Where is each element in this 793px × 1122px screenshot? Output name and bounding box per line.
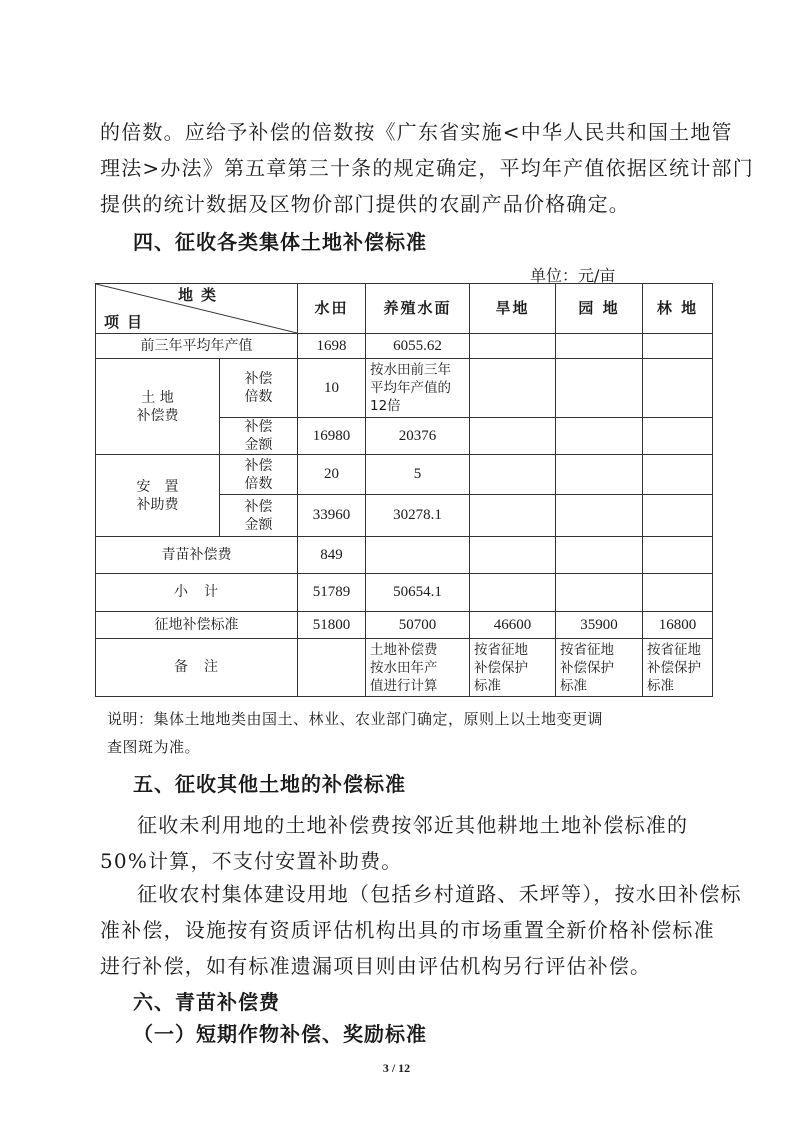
- sub-label: 补偿 金额: [220, 418, 298, 455]
- table-cell: [643, 359, 713, 418]
- table-explanation: [107, 705, 717, 761]
- table-cell: [470, 495, 556, 537]
- paragraph-line: 准补偿，设施按有资质评估机构出具的市场重置全新价格补偿标准: [100, 918, 715, 942]
- header-land-type: 地类: [178, 286, 225, 304]
- paragraph-line: 征收农村集体建设用地（包括乡村道路、禾坪等），按水田补偿标: [137, 882, 742, 906]
- table-cell: [556, 359, 643, 418]
- table-row-standard: [96, 612, 713, 639]
- table-cell: 16980: [298, 418, 366, 455]
- row-label: 青苗补偿费: [96, 537, 298, 574]
- paragraph-line: 50%计算，不支付安置补助费。: [100, 849, 403, 873]
- table-cell: 6055.62: [366, 334, 470, 359]
- table-header-corner: [96, 284, 298, 334]
- table-cell-multiline: 土地补偿费 按水田年产 值进行计算: [366, 639, 470, 697]
- table-row-land-multiple: [96, 359, 713, 418]
- section-6-subsection-1: （一）短期作物补偿、奖励标准: [133, 1022, 427, 1046]
- sub-label: 补偿 倍数: [220, 359, 298, 418]
- table-cell: 35900: [556, 612, 643, 639]
- table-cell-multiline: 按省征地 补偿保护 标准: [470, 639, 556, 697]
- table-cell: [470, 418, 556, 455]
- table-cell: 20: [298, 455, 366, 495]
- row-label: 备 注: [96, 639, 298, 697]
- table-cell: [470, 455, 556, 495]
- row-label: 前三年平均年产值: [96, 334, 298, 359]
- table-cell: [643, 455, 713, 495]
- intro-line: 理法>办法》第五章第三十条的规定确定，平均年产值依据区统计部门: [100, 156, 754, 180]
- col-header-dryland: 旱地: [470, 284, 556, 334]
- col-header-aquaculture: 养殖水面: [366, 284, 470, 334]
- table-cell: [643, 574, 713, 612]
- table-cell: 33960: [298, 495, 366, 537]
- section-5-paragraph-1-cont: [100, 843, 715, 879]
- table-cell-multiline: 按省征地 补偿保护 标准: [556, 639, 643, 697]
- table-cell: 20376: [366, 418, 470, 455]
- table-cell: [556, 334, 643, 359]
- section-5-paragraph-1: [137, 807, 717, 843]
- table-cell: [643, 418, 713, 455]
- paragraph-line: 征收未利用地的土地补偿费按邻近其他耕地土地补偿标准的: [137, 813, 689, 837]
- table-cell: 5: [366, 455, 470, 495]
- page-number: 3 / 12: [382, 1061, 411, 1075]
- col-header-garden: 园 地: [556, 284, 643, 334]
- table-cell: [366, 537, 470, 574]
- table-cell: [470, 574, 556, 612]
- table-cell: [556, 574, 643, 612]
- sub-label: 补偿 倍数: [220, 455, 298, 495]
- table-cell: [470, 359, 556, 418]
- table-cell: [556, 537, 643, 574]
- explanation-line: 说明：集体土地地类由国土、林业、农业部门确定，原则上以土地变更调: [107, 710, 604, 728]
- explanation-line: 查图斑为准。: [107, 738, 201, 756]
- table-cell: 51800: [298, 612, 366, 639]
- table-cell-multiline: 按水田前三年 平均年产值的 12倍: [366, 359, 470, 418]
- table-row-resettle-multiple: [96, 455, 713, 495]
- section-5-title: 五、征收其他土地的补偿标准: [133, 772, 406, 796]
- table-cell: [556, 495, 643, 537]
- table-cell: 51789: [298, 574, 366, 612]
- table-cell: 849: [298, 537, 366, 574]
- compensation-table: [95, 283, 713, 697]
- table-row-crops: [96, 537, 713, 574]
- row-label: 征地补偿标准: [96, 612, 298, 639]
- table-cell-multiline: 按省征地 补偿保护 标准: [643, 639, 713, 697]
- intro-line: 的倍数。应给予补偿的倍数按《广东省实施<中华人民共和国土地管: [100, 120, 733, 144]
- intro-paragraph: [100, 114, 754, 222]
- table-cell: 1698: [298, 334, 366, 359]
- row-label: 小 计: [96, 574, 298, 612]
- table-header-row: [96, 284, 713, 334]
- paragraph-line: 进行补偿，如有标准遗漏项目则由评估机构另行评估补偿。: [100, 954, 652, 978]
- section-4-title: 四、征收各类集体土地补偿标准: [133, 230, 427, 254]
- row-group-label: 安 置 补助费: [96, 455, 220, 537]
- table-row-avg-output: [96, 334, 713, 359]
- table-cell: 50700: [366, 612, 470, 639]
- table-cell: 16800: [643, 612, 713, 639]
- table-cell: [643, 537, 713, 574]
- table-cell: [298, 639, 366, 697]
- table-cell: [470, 334, 556, 359]
- table-cell: [643, 495, 713, 537]
- row-group-label: 土 地 补偿费: [96, 359, 220, 455]
- section-6-title: 六、青苗补偿费: [133, 990, 280, 1014]
- col-header-forest: 林 地: [643, 284, 713, 334]
- table-cell: [556, 455, 643, 495]
- table-cell: 10: [298, 359, 366, 418]
- table-cell: [643, 334, 713, 359]
- section-5-paragraph-2: [137, 876, 742, 912]
- table-cell: 30278.1: [366, 495, 470, 537]
- section-5-paragraph-2-cont: [100, 912, 715, 984]
- table-row-remark: [96, 639, 713, 697]
- intro-line: 提供的统计数据及区物价部门提供的农副产品价格确定。: [100, 192, 630, 216]
- col-header-paddy: 水田: [298, 284, 366, 334]
- table-row-subtotal: [96, 574, 713, 612]
- header-item: 项目: [104, 313, 151, 331]
- table-cell: 50654.1: [366, 574, 470, 612]
- unit-label: 单位：元/亩: [530, 266, 616, 285]
- table-cell: 46600: [470, 612, 556, 639]
- table-cell: [556, 418, 643, 455]
- table-cell: [470, 537, 556, 574]
- sub-label: 补偿 金额: [220, 495, 298, 537]
